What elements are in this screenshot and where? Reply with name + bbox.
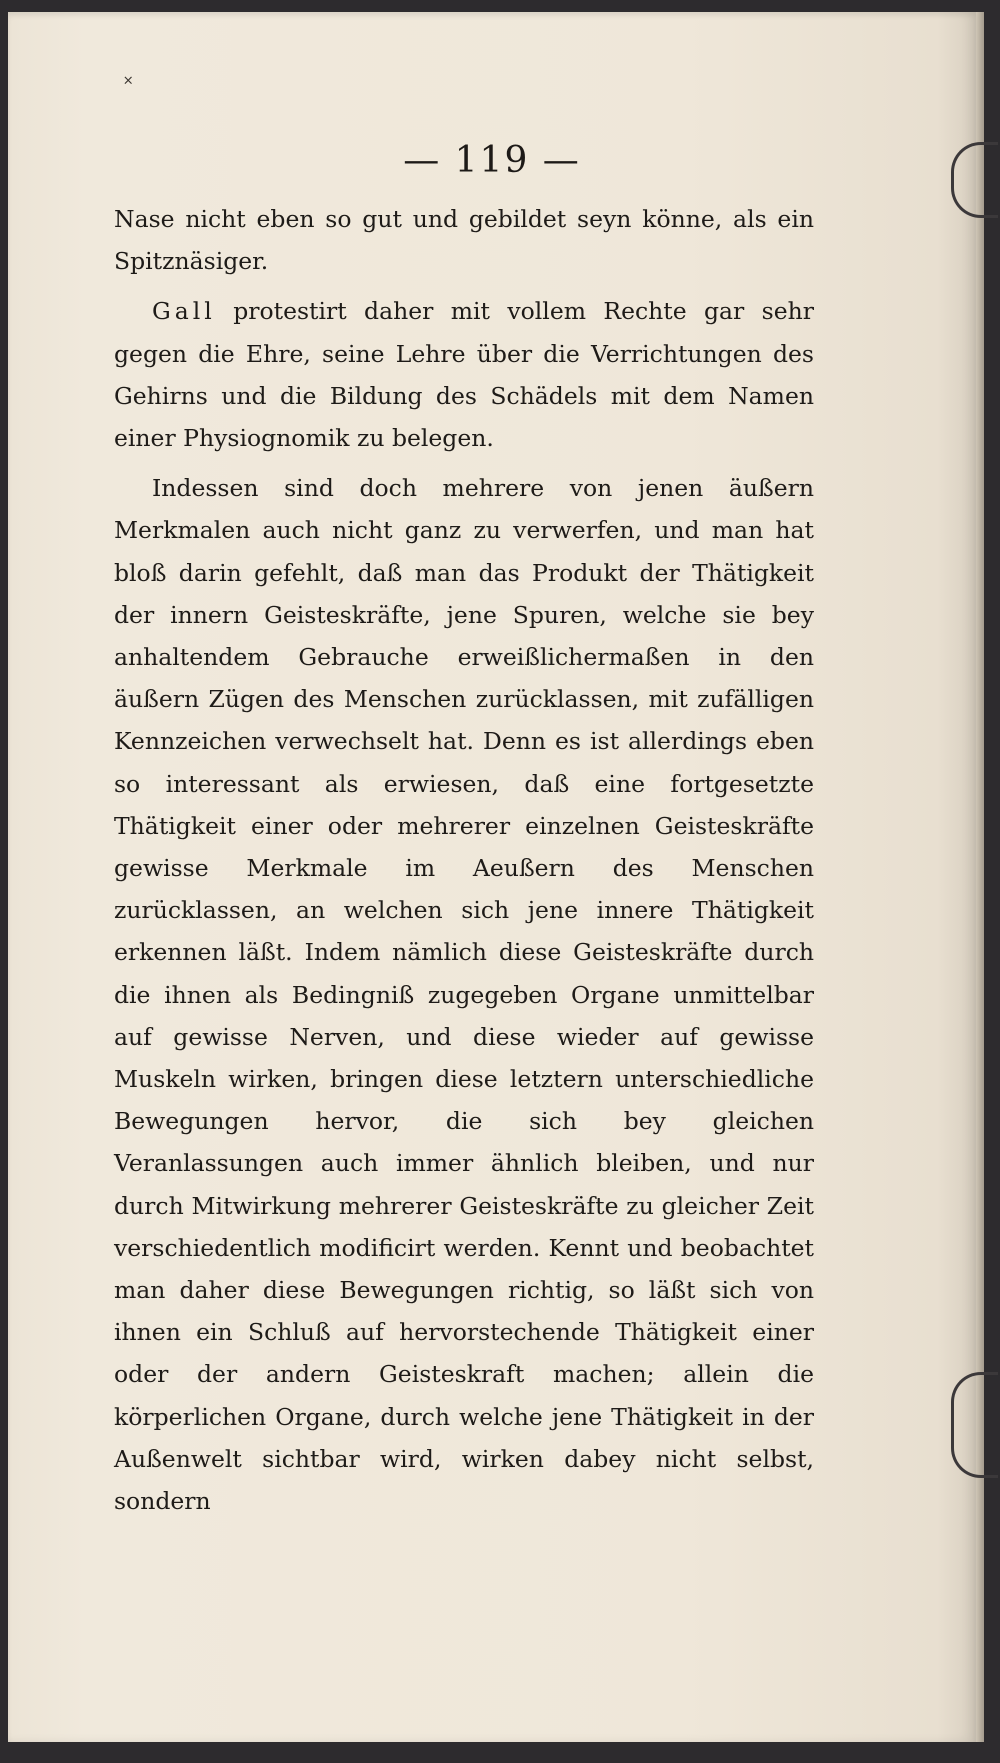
body-text (114, 198, 814, 1522)
paragraph-3-text: Indessen sind doch mehrere von jenen äußern Merkmalen auch nicht ganz zu verwerfen, und man hat bloß darin gefehlt, daß man das Produkt der Thätigkeit der innern Geisteskräfte, jene Spuren, welche sie bey anhaltendem Gebrauche erweißlichermaßen in den äußern Zügen des Menschen zurücklassen, mit zufälligen Kennzeichen verwechselt hat. Denn es ist allerdings eben so interessant als erwiesen, daß eine fortgesetzte Thätigkeit einer oder mehrerer einzelnen Geisteskräfte gewisse Merkmale im Aeußern des Menschen zurücklassen, an welchen sich jene innere Thätigkeit erkennen läßt. Indem nämlich diese Geisteskräfte durch die ihnen als Bedingniß zugegeben Organe unmittelbar auf gewisse Nerven, und diese wieder auf gewisse Muskeln wirken, bringen diese letztern unterschiedliche Bewegungen hervor, die sich bey gleichen Veranlassungen auch immer ähnlich bleiben, und nur durch Mitwirkung mehrerer Geisteskräfte zu gleicher Zeit verschiedentlich modificirt werden. Kennt und beobachtet man daher diese Bewegungen richtig, so läßt sich von ihnen ein Schluß auf hervorstechende Thätigkeit einer oder der andern Geisteskraft machen; allein die körperlichen Organe, durch welche jene Thätigkeit in der Außenwelt sichtbar wird, wirken dabey nicht selbst, sondern (114, 474, 814, 1516)
stray-mark: ˟ (124, 73, 133, 98)
paragraph-2-text: protestirt daher mit vollem Rechte gar sehr gegen die Ehre, seine Lehre über die Verrichtungen des Gehirns und die Bildung des Schädels mit dem Namen einer Physiognomik zu belegen. (114, 297, 814, 453)
page-edge (976, 12, 984, 1742)
paragraph-1 (114, 198, 814, 282)
paragraph-1-text: Nase nicht eben so gut und gebildet seyn könne, als ein Spitznäsiger. (114, 205, 814, 276)
page-clip-bottom (951, 1372, 998, 1478)
paragraph-2 (114, 290, 814, 459)
paragraph-2-lead: Gall (152, 297, 216, 326)
page-number: — 119 — (403, 140, 581, 181)
paragraph-3 (114, 467, 814, 1522)
book-page (8, 12, 976, 1742)
